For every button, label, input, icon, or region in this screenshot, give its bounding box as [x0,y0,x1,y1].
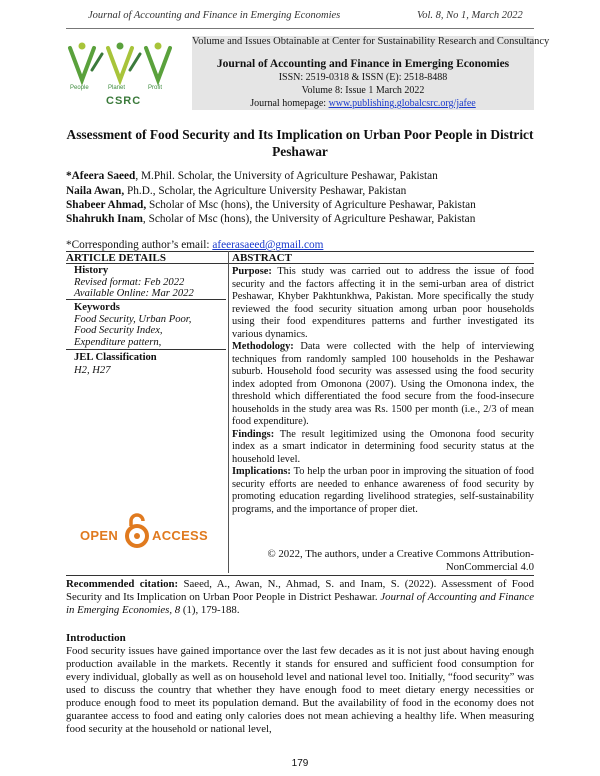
open-access-logo [80,512,212,548]
homepage-link[interactable]: www.publishing.globalcsrc.org/jafee [328,98,476,109]
recommended-citation [66,578,534,617]
introduction-body: Food security issues have gained importance over the last few decades as it is not just about having enough production available in the markets. Recently it stands for ensured and sufficient food consumption for every individual, globally as well as on household level and national level too. Initially, “food security” was used to discuss the country that whether they have enough food to meet dietary energy necessities or produce enough food to meet its population demand. But the availability of food in the economy does not guarantee access to food and eating only calories does not mean achieving a healthy life. When measuring food security at the household or national level, [66,645,534,735]
masthead-publisher-line: Volume and Issues Obtainable at Center for Sustainability Research and Consultancy [192,36,550,47]
implications-text: To help the urban poor in improving the situation of food security efforts are needed to enhance awareness of food security by promoting education regarding livelihood strategies, self-sustainability programs, and the importance of proper diet. [232,466,534,515]
citation-tail: (1), 179-188. [180,604,240,616]
column-divider [228,251,229,573]
purpose-text: This study was carried out to address the issue of food security and the factors affecting it in the semi-urban area of district Peshawar, Khyber Pakhtunkhwa, Pakistan. More specifically the study reviewed the food security situation among urban poor households using their food expenditures patterns and further investigated its various dynamics. [232,266,534,340]
citation-journal: Journal of Accounting and Finance in Emerging Economies, 8 [66,591,534,616]
author-name: *Afeera Saeed [66,170,136,182]
keyword-line: Expenditure pattern, [74,337,162,348]
abstract-findings [232,429,534,467]
article-title: Assessment of Food Security and Its Implication on Urban Poor People in District Peshawar [66,127,534,159]
logo-label-people: People [70,85,89,91]
abstract-heading: ABSTRACT [232,252,292,264]
purpose-label: Purpose: [232,266,272,277]
abstract-implications [232,466,534,516]
author-name: Shahrukh Inam [66,213,143,225]
citation-text: Saeed, A., Awan, N., Ahmad, S. and Inam, S. (2022). Assessment of Food Security and Its Implication on Urban Poor People in District Peshawar. [66,578,534,603]
corresponding-label: *Corresponding author’s email: [66,239,210,251]
author-line [66,199,476,211]
methodology-label: Methodology: [232,341,294,352]
author-name: Shabeer Ahmad, [66,199,147,211]
revised-date: Revised format: Feb 2022 [74,277,185,288]
citation-label: Recommended citation: [66,578,179,590]
masthead-issn: ISSN: 2519-0318 & ISSN (E): 2518-8488 [278,72,448,83]
header-rule [66,28,534,29]
author-affiliation: , M.Phil. Scholar, the University of Agriculture Peshawar, Pakistan [135,170,438,182]
keywords-rule [66,349,226,350]
logo-label-profit: Profit [148,85,163,91]
history-heading: History [74,265,109,276]
author-affiliation: , Scholar of Msc (hons), the University of Agriculture Peshawar, Pakistan [142,213,476,225]
introduction-heading: Introduction [66,632,126,644]
author-affiliation: Ph.D., Scholar, the Agriculture University Peshawar, Pakistan [124,185,407,197]
logo-label-planet: Planet [108,85,126,91]
open-access-access-text: ACCESS [152,528,208,543]
author-name: Naila Awan, [66,185,125,197]
page-number: 179 [291,758,309,769]
jel-codes: H2, H27 [74,365,111,376]
corresponding-email-link[interactable]: afeerasaeed@gmail.com [212,239,324,251]
citation-top-rule [66,575,534,576]
implications-label: Implications: [232,466,291,477]
keyword-line: Food Security Index, [74,325,163,336]
people-planet-profit-figures-icon [62,40,192,88]
article-details-heading: ARTICLE DETAILS [66,252,166,264]
available-date: Available Online: Mar 2022 [74,288,194,299]
findings-text: The result legitimized using the Omonona food security index as a smart indicator in determining food security status at the household level. [232,428,534,465]
jel-heading: JEL Classification [74,352,157,363]
author-line [66,185,406,197]
homepage-label: Journal homepage: [250,98,327,109]
author-line [66,170,438,182]
license-statement: © 2022, The authors, under a Creative Commons Attribution-NonCommercial 4.0 [267,548,534,573]
logo-csrc-text: CSRC [106,95,142,107]
abstract-methodology [232,341,534,429]
masthead-volume: Volume 8: Issue 1 March 2022 [301,85,425,96]
keyword-line: Food Security, Urban Poor, [74,314,192,325]
csrc-logo [62,40,192,110]
open-access-open-text: OPEN [80,528,119,543]
running-journal-title: Journal of Accounting and Finance in Emerging Economies [88,10,341,21]
abstract-purpose [232,266,534,341]
corresponding-author [66,239,323,251]
running-volume: Vol. 8, No 1, March 2022 [417,10,523,21]
keywords-heading: Keywords [74,302,120,313]
open-lock-icon [124,512,150,548]
findings-label: Findings: [232,428,275,440]
abstract-body [232,266,534,516]
author-affiliation: Scholar of Msc (hons), the University of Agriculture Peshawar, Pakistan [146,199,476,211]
journal-masthead [192,36,550,110]
masthead-journal-title: Journal of Accounting and Finance in Emerging Economies [216,58,510,70]
masthead-homepage [192,98,534,109]
author-line [66,213,475,225]
methodology-text: Data were collected with the help of interviewing techniques from randomly sampled 100 households in the Peshawar suburb. Household food security was assessed using the food security index adopted from Omonona (2007). Using the Omonona index, the threshold which differentiated the food secure from the food-insecure households in the study area was Rs. 1500 per month (i.e., 2/3 of mean food expenditure). [232,341,534,427]
